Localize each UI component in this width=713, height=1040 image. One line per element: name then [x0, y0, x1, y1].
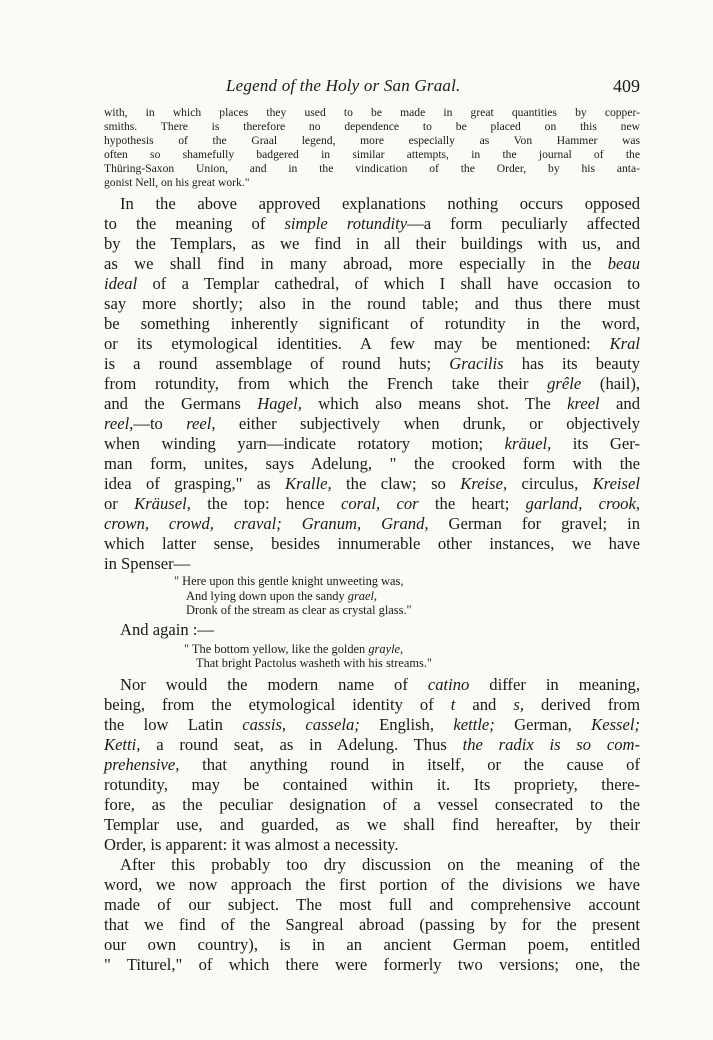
text-line: After this probably too dry discussion on the meaning of the: [120, 854, 640, 874]
text-line: smiths. There is therefore no dependence to be placed on this new: [104, 120, 640, 133]
text-line: Nor would the modern name of catino differ in meaning,: [120, 674, 640, 694]
footnote-continuation: [104, 106, 640, 190]
text-line: Thüring-Saxon Union, and in the vindication of the Order, by his anta-: [104, 162, 640, 175]
text-line: and the Germans Hagel, which also means shot. The kreel and: [104, 394, 641, 413]
quote-line: " The bottom yellow, like the golden grayle,: [184, 641, 404, 656]
text-line: or Kräusel, the top: hence coral, cor the heart; garland, crook,: [104, 494, 640, 513]
text-line: from rotundity, from which the French take their grêle (hail),: [104, 374, 641, 393]
text-line: by the Templars, as we find in all their buildings with us, and: [104, 234, 640, 253]
text-line: Ketti, a round seat, as in Adelung. Thus the radix is so com-: [104, 734, 641, 754]
text-line: that we find of the Sangreal abroad (passing by for the present: [104, 914, 640, 934]
text-line: Templar use, and guarded, as we shall find hereafter, by their: [104, 814, 640, 834]
text-line: when winding yarn—indicate rotatory motion; kräuel, its Ger-: [104, 434, 640, 453]
text-line: ideal of a Templar cathedral, of which I shall have occasion to: [104, 274, 640, 293]
text-line: prehensive, that anything round in itself, or the cause of: [104, 754, 640, 774]
text-line: idea of grasping," as Kralle, the claw; so Kreise, circulus, Kreisel: [104, 474, 640, 493]
text-line: " Titurel," of which there were formerly two versions; one, the: [104, 954, 640, 974]
running-header: [104, 76, 640, 106]
quote-line: Dronk of the stream as clear as crystal glass.": [186, 603, 412, 618]
text-line: man form, unites, says Adelung, " the crooked form with the: [104, 454, 640, 473]
text-line: made of our subject. The most full and comprehensive account: [104, 894, 640, 914]
page-number: 409: [613, 76, 640, 96]
text-line: fore, as the peculiar designation of a vessel consecrated to the: [104, 794, 640, 814]
text-line: being, from the etymological identity of t and s, derived from: [104, 694, 640, 714]
text-line: crown, crowd, craval; Granum, Grand, German for gravel; in: [104, 514, 640, 533]
text-line: reel,—to reel, either subjectively when drunk, or objectively: [104, 414, 640, 433]
paragraph-catino: [104, 675, 640, 855]
text-line: to the meaning of simple rotundity—a form peculiarly affected: [104, 214, 641, 233]
running-title: Legend of the Holy or San Graal.: [226, 76, 461, 95]
text-line: or its etymological identities. A few may be mentioned: Kral: [104, 334, 640, 353]
text-line: word, we now approach the first portion of the divisions we have: [104, 874, 640, 894]
and-again-line: And again :—: [120, 619, 215, 639]
text-line: in Spenser—: [104, 554, 191, 573]
text-line: often so shamefully badgered in similar attempts, in the journal of the: [104, 148, 640, 161]
text-line: say more shortly; also in the round table; and thus there must: [104, 294, 640, 313]
quote-line: And lying down upon the sandy grael,: [186, 588, 378, 603]
spenser-quote-1: [104, 574, 640, 618]
text-line: is a round assemblage of round huts; Gracilis has its beauty: [104, 354, 640, 373]
text-line: the low Latin cassis, cassela; English, kettle; German, Kessel;: [104, 714, 640, 734]
text-line: In the above approved explanations nothing occurs opposed: [120, 194, 640, 213]
quote-line: " Here upon this gentle knight unweeting was,: [174, 574, 404, 588]
text-line: hypothesis of the Graal legend, more especially as Von Hammer was: [104, 134, 640, 147]
text-line: gonist Nell, on his great work.": [104, 176, 250, 189]
page: [104, 76, 640, 975]
text-line: be something inherently significant of rotundity in the word,: [104, 314, 640, 333]
spenser-quote-2: [104, 642, 640, 671]
quote-line: That bright Pactolus washeth with his streams.": [196, 656, 432, 671]
text-line: with, in which places they used to be made in great quantities by copper-: [104, 106, 640, 119]
text-line: Order, is apparent: it was almost a necessity.: [104, 834, 399, 854]
text-line: rotundity, may be contained within it. Its propriety, there-: [104, 774, 640, 794]
text-line: our own country), is in an ancient German poem, entitled: [104, 934, 640, 954]
paragraph-rotundity: [104, 194, 640, 574]
text-line: as we shall find in many abroad, more especially in the beau: [104, 254, 640, 273]
text-line: which latter sense, besides innumerable other instances, we have: [104, 534, 640, 553]
paragraph-titurel: [104, 855, 640, 975]
